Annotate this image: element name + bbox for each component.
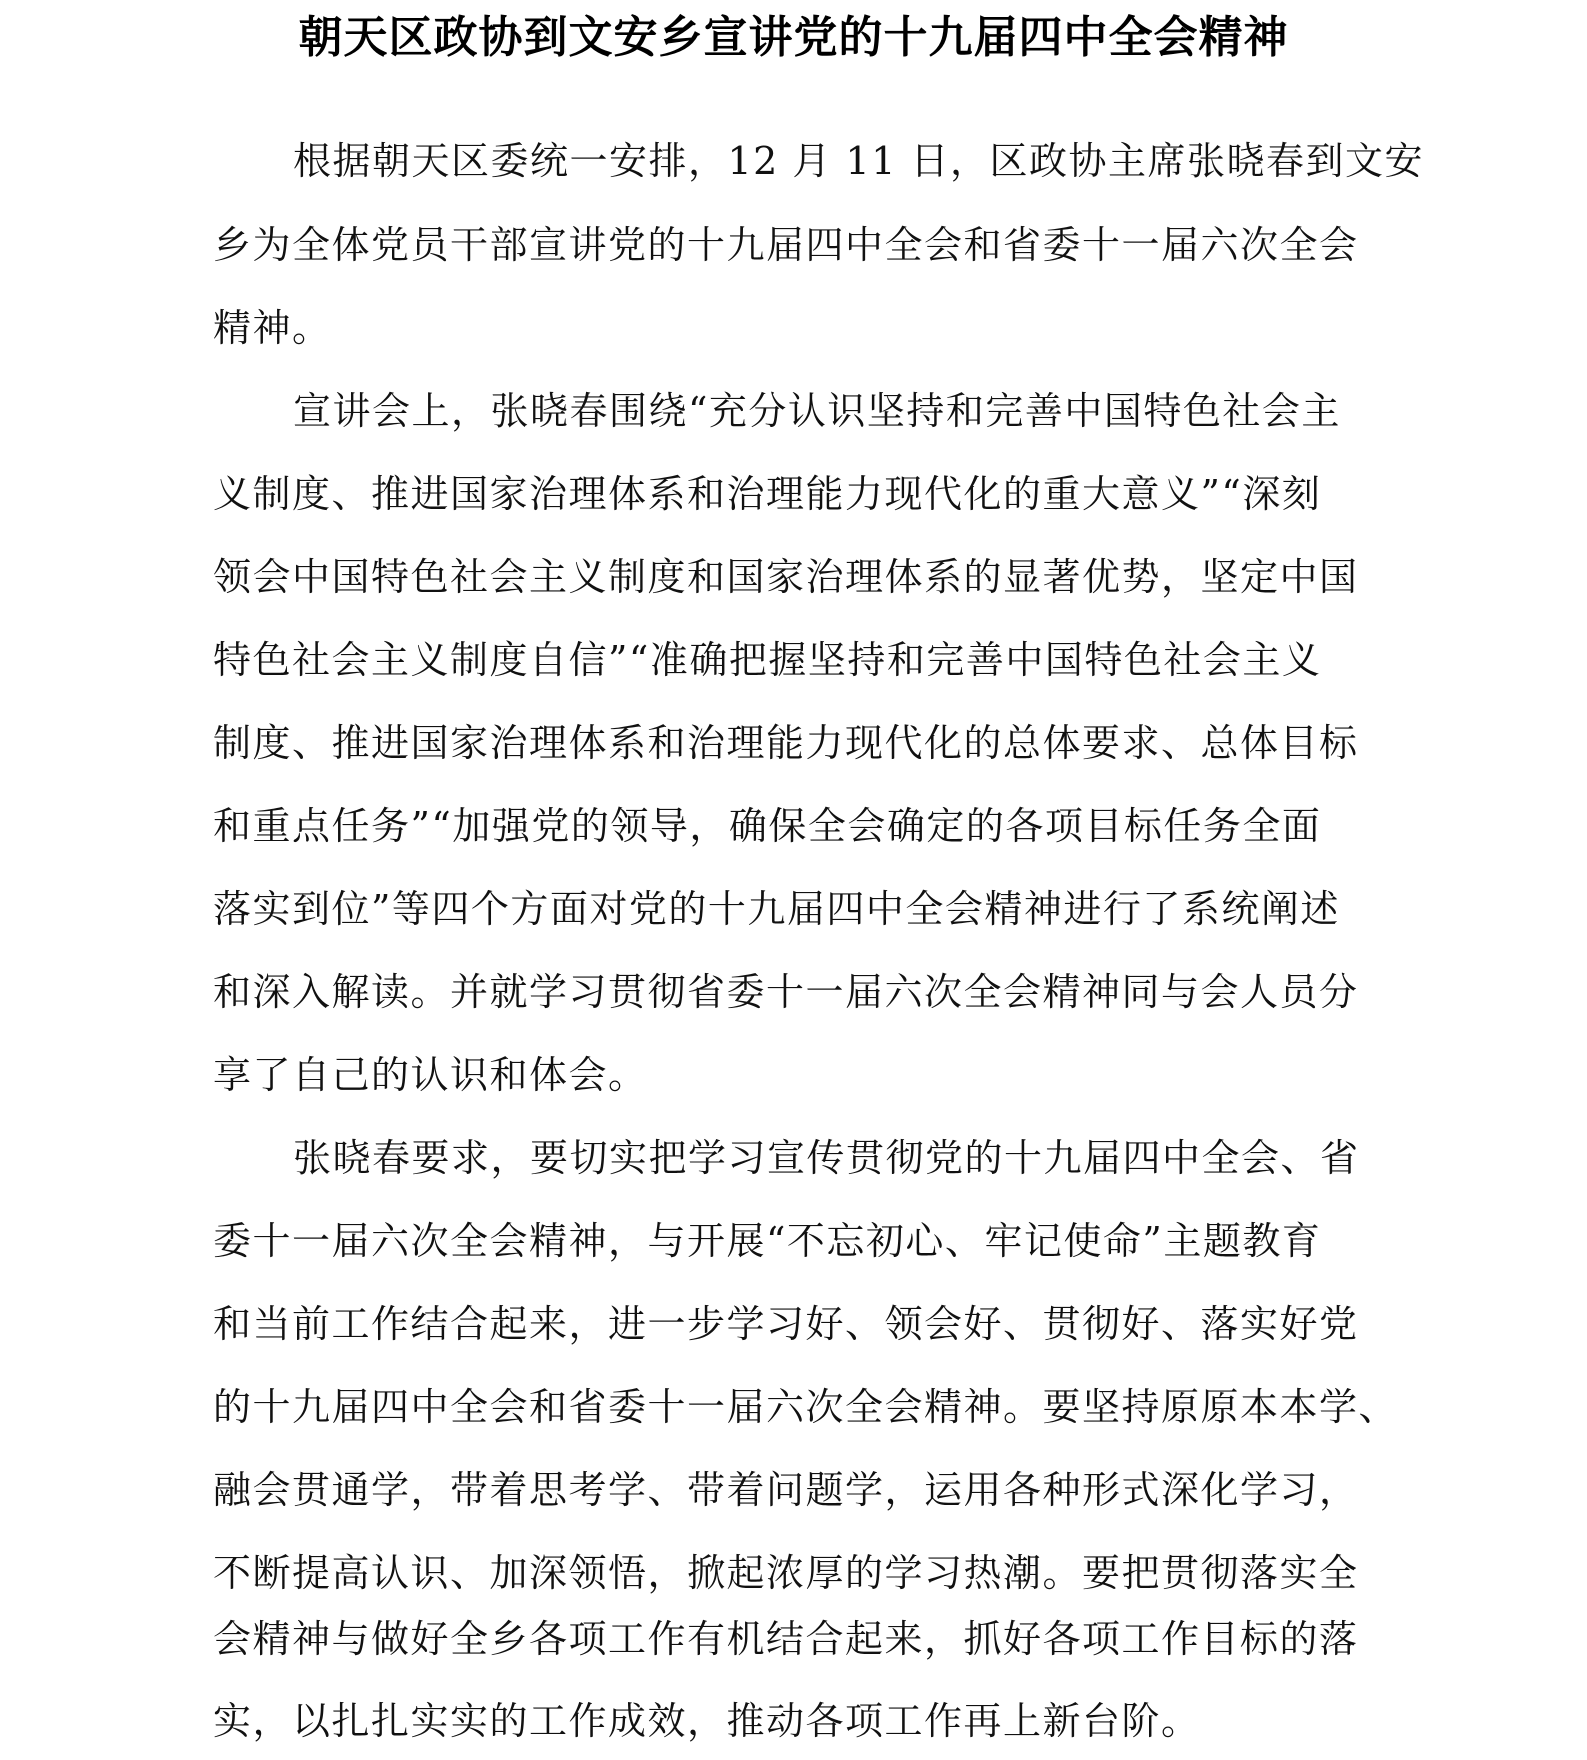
paragraph-2-line-7: 落实到位”等四个方面对党的十九届四中全会精神进行了系统阐述 bbox=[213, 887, 1340, 931]
paragraph-2-line-5: 制度、推进国家治理体系和治理能力现代化的总体要求、总体目标 bbox=[213, 721, 1359, 765]
paragraph-3-line-4: 的十九届四中全会和省委十一届六次全会精神。要坚持原原本本学、 bbox=[213, 1385, 1399, 1429]
document-title: 朝天区政协到文安乡宣讲党的十九届四中全会精神 bbox=[298, 12, 1289, 63]
paragraph-2-line-3: 领会中国特色社会主义制度和国家治理体系的显著优势，坚定中国 bbox=[213, 555, 1359, 599]
paragraph-2-line-6: 和重点任务”“加强党的领导，确保全会确定的各项目标任务全面 bbox=[213, 804, 1322, 848]
paragraph-3-line-8: 实，以扎扎实实的工作成效，推动各项工作再上新台阶。 bbox=[213, 1699, 1201, 1743]
paragraph-3-line-6: 不断提高认识、加深领悟，掀起浓厚的学习热潮。要把贯彻落实全 bbox=[213, 1551, 1359, 1595]
paragraph-2-line-2: 义制度、推进国家治理体系和治理能力现代化的重大意义”“深刻 bbox=[213, 472, 1322, 516]
paragraph-1-line-1: 根据朝天区委统一安排，12 月 11 日，区政协主席张晓春到文安 bbox=[293, 139, 1424, 183]
paragraph-3-line-5: 融会贯通学，带着思考学、带着问题学，运用各种形式深化学习， bbox=[213, 1468, 1359, 1512]
paragraph-1-line-3: 精神。 bbox=[213, 306, 332, 350]
paragraph-1-line-2: 乡为全体党员干部宣讲党的十九届四中全会和省委十一届六次全会 bbox=[213, 223, 1359, 267]
paragraph-3-line-7: 会精神与做好全乡各项工作有机结合起来，抓好各项工作目标的落 bbox=[213, 1617, 1359, 1661]
paragraph-2-line-8: 和深入解读。并就学习贯彻省委十一届六次全会精神同与会人员分 bbox=[213, 970, 1359, 1014]
paragraph-2-line-1: 宣讲会上，张晓春围绕“充分认识坚持和完善中国特色社会主 bbox=[293, 389, 1341, 433]
paragraph-2-line-9: 享了自己的认识和体会。 bbox=[213, 1053, 648, 1097]
paragraph-3-line-3: 和当前工作结合起来，进一步学习好、领会好、贯彻好、落实好党 bbox=[213, 1302, 1359, 1346]
paragraph-3-line-2: 委十一届六次全会精神，与开展“不忘初心、牢记使命”主题教育 bbox=[213, 1219, 1322, 1263]
paragraph-2-line-4: 特色社会主义制度自信”“准确把握坚持和完善中国特色社会主义 bbox=[213, 638, 1322, 682]
paragraph-3-line-1: 张晓春要求，要切实把学习宣传贯彻党的十九届四中全会、省 bbox=[293, 1136, 1360, 1180]
